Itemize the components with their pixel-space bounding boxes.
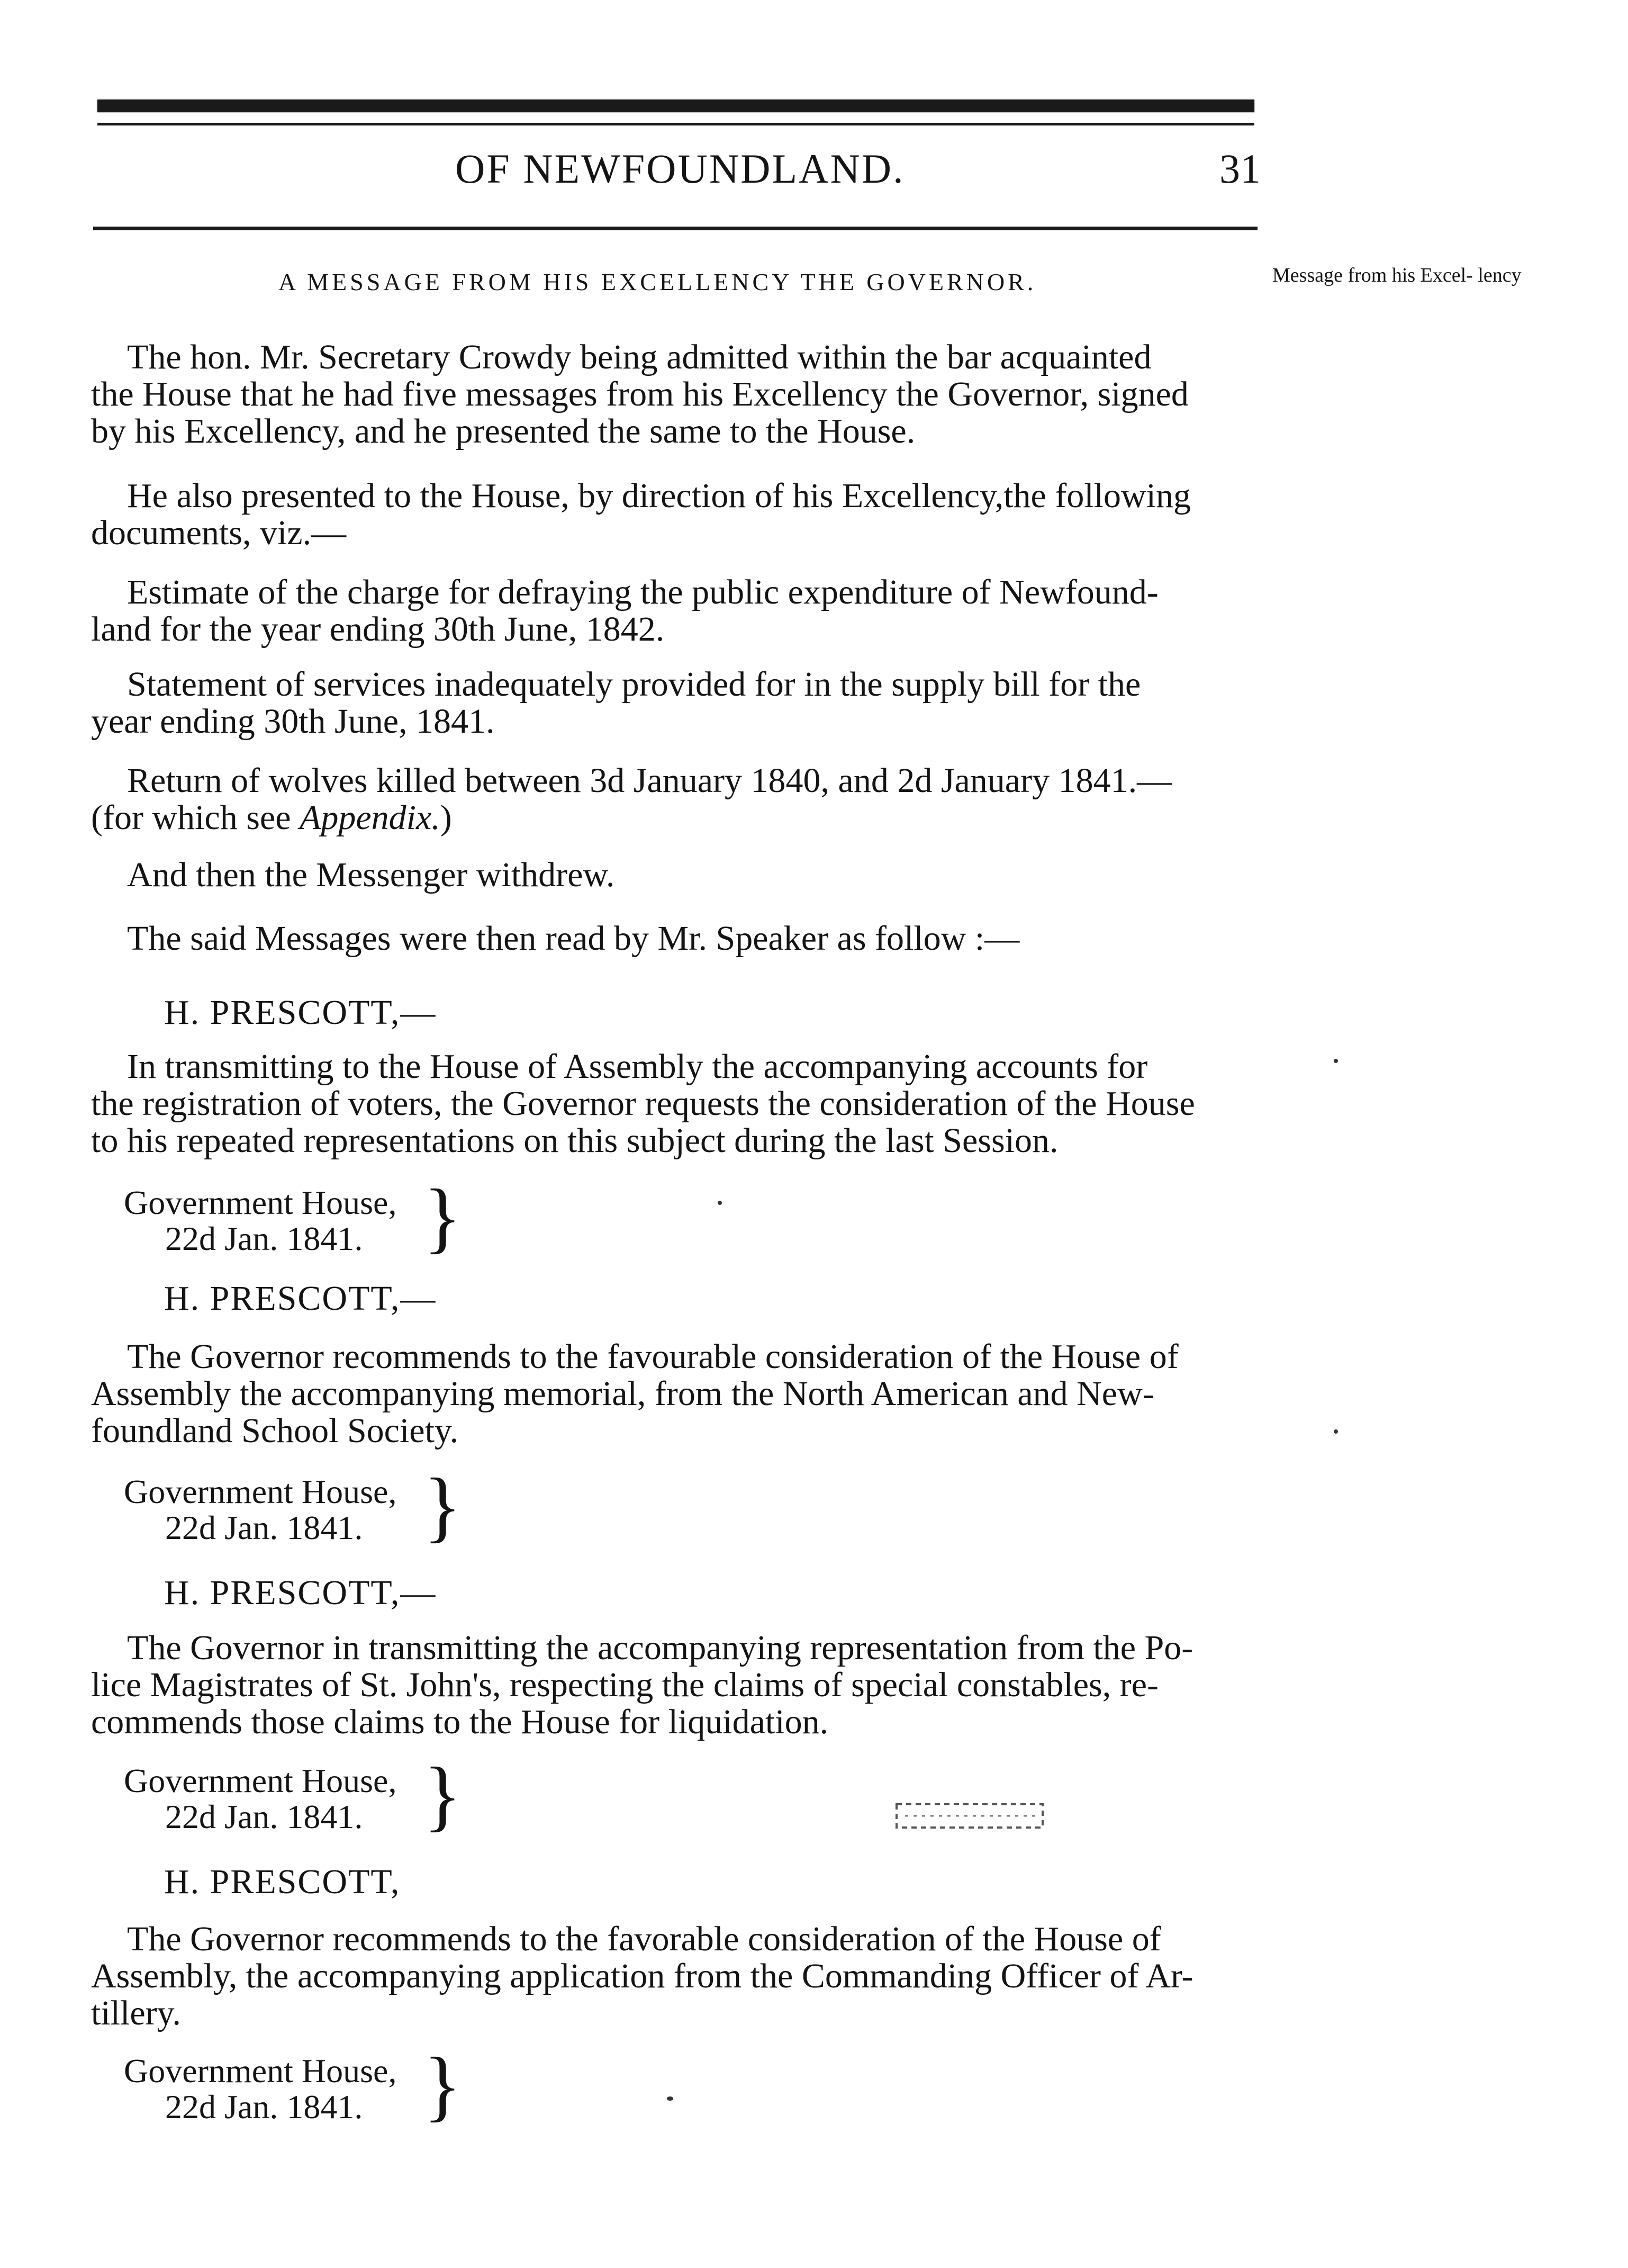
text-line: the House that he had five messages from his Excellency the Governor, signed [91,375,1189,413]
text-line: the registration of voters, the Governor requests the consideration of the House [91,1084,1195,1123]
signature: H. PRESCOTT,— [164,993,437,1032]
dateline [124,1474,396,1546]
scan-speck [1334,1429,1338,1434]
place: Government House, [124,1184,397,1221]
text-line: tillery. [91,1994,181,2032]
brace-icon: } [423,1751,462,1839]
text-line: Return of wolves killed between 3d January 1840, and 2d January 1841.— [127,761,1172,800]
header-rule-thin [97,123,1254,125]
message-heading: A MESSAGE FROM HIS EXCELLENCY THE GOVERNOR. [278,268,1037,295]
ink-stamp-mark [894,1801,1046,1832]
dateline [124,1763,396,1835]
scan-speck [1334,1059,1338,1063]
text-line: commends those claims to the House for liquidation. [91,1703,829,1741]
date: 22d Jan. 1841. [165,1798,363,1835]
text-line: Assembly the accompanying memorial, from the North American and New- [91,1374,1154,1413]
text-line: The Governor recommends to the favourable consideration of the House of [127,1337,1179,1376]
text-line: The Governor recommends to the favorable consideration of the House of [127,1920,1161,1958]
text-line: Statement of services inadequately provided for in the supply bill for the [127,665,1141,704]
paragraph-wolves [91,762,1259,836]
brace-icon: } [423,2041,462,2129]
text-line: (for which see Appendix.) [91,798,452,837]
text-line: The Governor in transmitting the accompanying representation from the Po- [127,1628,1193,1667]
paragraph-documents [91,478,1259,552]
text-line: land for the year ending 30th June, 1842. [91,610,665,649]
text-line: He also presented to the House, by direction of his Excellency,the following [127,476,1191,515]
place: Government House, [124,1762,397,1799]
running-title: OF NEWFOUNDLAND. [455,146,905,192]
text-line: lice Magistrates of St. John's, respecting the claims of special constables, re- [91,1666,1159,1704]
text-line: by his Excellency, and he presented the same to the House. [91,412,916,451]
margin-note: Message from his Excel- lency [1272,264,1522,286]
text-line: The hon. Mr. Secretary Crowdy being admitted within the bar acquainted [127,338,1152,376]
signature: H. PRESCOTT, [164,1862,401,1901]
text-line: And then the Messenger withdrew. [127,856,615,894]
place: Government House, [124,2052,397,2090]
date: 22d Jan. 1841. [165,1509,363,1546]
text-line: In transmitting to the House of Assembly the accompanying accounts for [127,1047,1148,1086]
paragraph-statement [91,666,1259,740]
paragraph-estimate [91,574,1259,648]
date: 22d Jan. 1841. [165,1220,363,1257]
paragraph-read [91,920,1259,957]
paragraph-admission [91,339,1259,450]
message-body [91,1338,1259,1450]
scan-speck [718,1201,722,1205]
page-number: 31 [1219,146,1261,192]
date: 22d Jan. 1841. [165,2088,363,2126]
signature: H. PRESCOTT,— [164,1279,437,1318]
message-body [91,1630,1259,1741]
dateline [124,1185,396,1257]
header-rule-thick [97,100,1254,112]
brace-icon: } [423,1462,462,1550]
appendix-reference: Appendix. [300,798,440,837]
place: Government House, [124,1473,397,1510]
text-line: documents, viz.— [91,514,347,552]
text-line: year ending 30th June, 1841. [91,702,495,741]
text-line: to his repeated representations on this subject during the last Session. [91,1121,1059,1160]
dateline [124,2053,396,2125]
header-divider [93,227,1258,230]
text-line: foundland School Society. [91,1411,459,1450]
brace-icon: } [423,1173,462,1261]
message-body [91,1048,1259,1159]
text-line: Assembly, the accompanying application from the Commanding Officer of Ar- [91,1957,1193,1995]
paragraph-withdrew [91,857,1259,894]
message-body [91,1921,1259,2032]
signature: H. PRESCOTT,— [164,1573,437,1612]
text-line: Estimate of the charge for defraying the public expenditure of Newfound- [127,573,1159,611]
scan-speck [667,2096,673,2101]
text-line: The said Messages were then read by Mr. Speaker as follow :— [127,919,1020,958]
